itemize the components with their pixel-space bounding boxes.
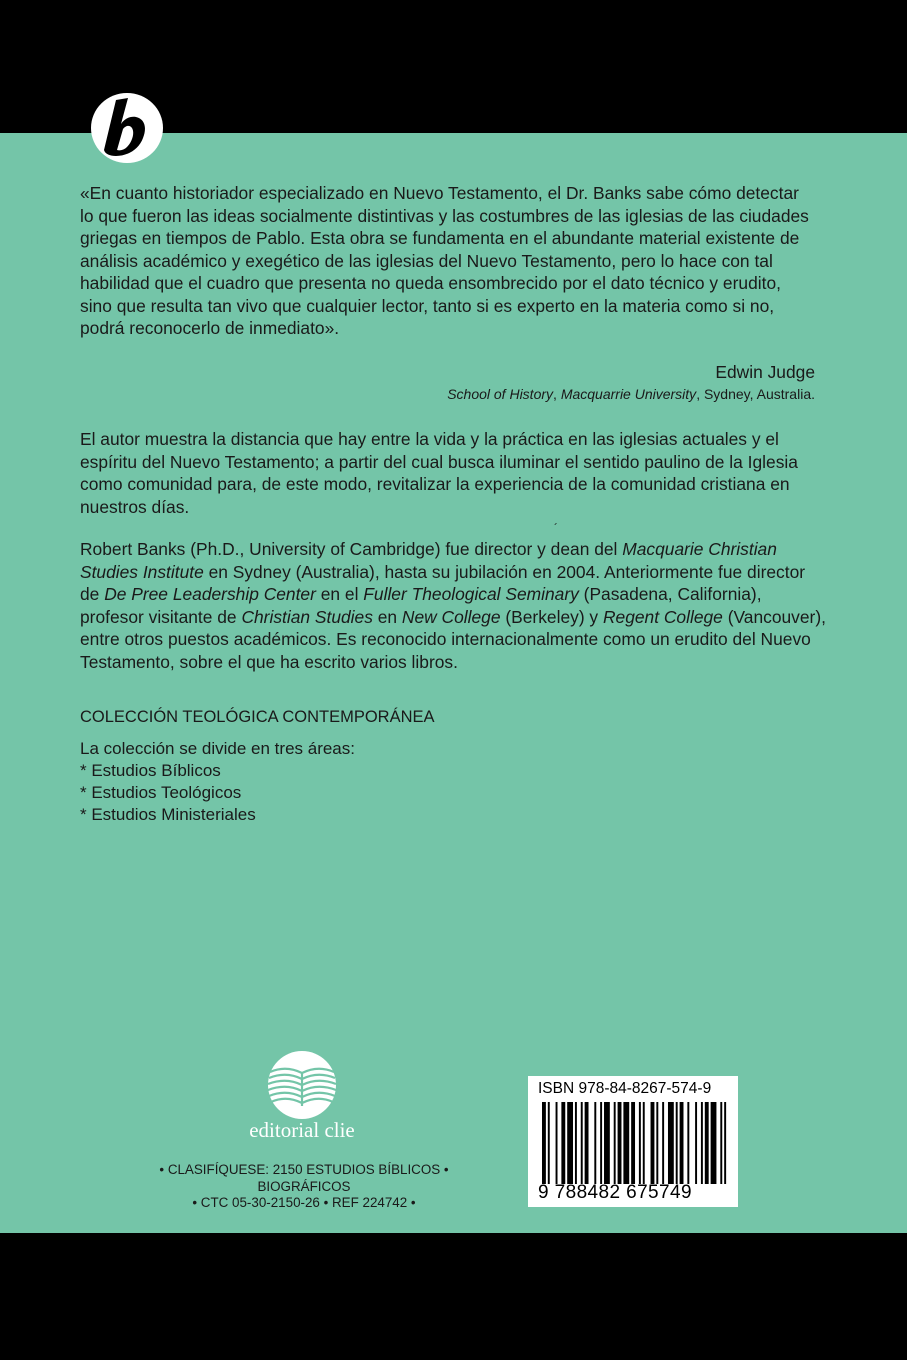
bio-text: en el (315, 584, 364, 604)
affiliation-place: , Sydney, Australia. (696, 386, 815, 402)
summary-line: El autor muestra la distancia que hay entre la vida y la práctica en las iglesias actuales y el (80, 429, 779, 449)
classification-line: • CLASIFÍQUESE: 2150 ESTUDIOS BÍBLICOS • (159, 1162, 449, 1177)
bio-text: profesor visitante de (80, 606, 242, 627)
bio-institution: De Pree Leadership Center (104, 584, 316, 604)
collection-area: * Estudios Teológicos (80, 783, 242, 802)
bio-line (80, 583, 840, 606)
bio-text: (Vancouver), (722, 606, 826, 627)
barcode-icon (542, 1102, 730, 1184)
quote-line: lo que fueron las ideas socialmente distintivas y las costumbres de las iglesias de las ciudades (80, 205, 809, 226)
bio-text: (Pasadena, California), (578, 584, 762, 604)
bio-text: en (372, 606, 402, 627)
barcode-bar (687, 1102, 689, 1184)
stray-accent-mark: ´ (554, 521, 558, 535)
author-bio (80, 538, 840, 673)
barcode-bar (720, 1102, 722, 1184)
barcode-bar (581, 1102, 583, 1184)
publisher-b-logo-icon (90, 92, 164, 164)
bio-institution: Christian Studies (241, 606, 373, 627)
bio-text: (Berkeley) y (500, 606, 603, 627)
collection-area: * Estudios Ministeriales (80, 805, 256, 824)
bio-institution: Studies Institute (80, 561, 204, 582)
barcode-bar (705, 1102, 709, 1184)
collection-intro: La colección se divide en tres áreas: (80, 739, 355, 758)
barcode-bar (604, 1102, 610, 1184)
isbn-label: ISBN 978-84-8267-574-9 (538, 1080, 712, 1097)
barcode-bar (711, 1102, 717, 1184)
barcode-bar (631, 1102, 635, 1184)
bio-line (80, 606, 840, 629)
barcode-bar (542, 1102, 546, 1184)
publisher-name: editorial clie (249, 1118, 355, 1142)
bottom-black-band (0, 1233, 907, 1360)
bio-institution: Macquarie Christian (622, 539, 777, 559)
barcode-bar (643, 1102, 645, 1184)
barcode-bar (623, 1102, 629, 1184)
quote-line: griegas en tiempos de Pablo. Esta obra se fundamenta en el abundante material existente de (80, 228, 800, 248)
barcode-bar (701, 1102, 703, 1184)
affiliation-university: Macquarrie University (560, 386, 697, 402)
barcode-bar (724, 1102, 726, 1184)
bio-institution: Fuller Theological Seminary (363, 584, 579, 604)
barcode-bar (680, 1102, 684, 1184)
barcode-bar (651, 1102, 655, 1184)
bio-institution: New College (401, 606, 501, 627)
collection-area: * Estudios Bíblicos (80, 761, 221, 780)
bio-institution: Regent College (602, 606, 723, 627)
barcode-bar (695, 1102, 697, 1184)
classification-line: BIOGRÁFICOS (257, 1178, 351, 1194)
quote-line: podrá reconocerlo de inmediato». (80, 318, 340, 338)
barcode-bar (676, 1102, 678, 1184)
bio-line: Testamento, sobre el que ha escrito varios libros. (80, 651, 458, 672)
affiliation-school: School of History (447, 386, 554, 402)
quote-author: Edwin Judge (715, 362, 815, 382)
classification-line: • CTC 05-30-2150-26 • REF 224742 • (192, 1195, 416, 1210)
bio-text: Robert Banks (Ph.D., University of Cambridge) fue director y dean del (80, 539, 623, 559)
quote-line: análisis académico y exegético de las iglesias del Nuevo Testamento, pero lo hace con tal (80, 250, 773, 271)
bio-line: entre otros puestos académicos. Es reconocido internacionalmente como un erudito del Nuevo (80, 629, 811, 649)
quote-line: «En cuanto historiador especializado en Nuevo Testamento, el Dr. Banks sabe cómo detectar (80, 183, 799, 203)
isbn-barcode-box (528, 1076, 738, 1207)
barcode-bar (556, 1102, 558, 1184)
bio-text: de (80, 584, 105, 604)
summary-line: nuestros días. (80, 496, 190, 517)
barcode-bar (618, 1102, 622, 1184)
quote-line: habilidad que el cuadro que presenta no queda ensombrecido por el dato técnico y erudito, (80, 273, 781, 293)
barcode-bar (561, 1102, 565, 1184)
barcode-bar (548, 1102, 550, 1184)
summary-line: espíritu del Nuevo Testamento; a partir del cual busca iluminar el sentido paulino de la Iglesia (80, 451, 798, 472)
bio-line (80, 561, 840, 584)
quote-line: sino que resulta tan vivo que cualquier lector, tanto si es experto en la materia como si no, (80, 295, 775, 316)
collection-list (80, 738, 355, 826)
barcode-bar (668, 1102, 674, 1184)
barcode-bar (585, 1102, 589, 1184)
barcode-bar (575, 1102, 577, 1184)
barcode-bar (567, 1102, 573, 1184)
barcode-bar (594, 1102, 596, 1184)
barcode-bar (614, 1102, 616, 1184)
barcode-bar (600, 1102, 602, 1184)
barcode-bar (656, 1102, 658, 1184)
quote-affiliation: School of History, Macquarrie University, Sydney, Australia. (447, 386, 815, 402)
endorsement-quote (80, 182, 840, 340)
isbn-digits: 9 788482 675749 (538, 1182, 692, 1203)
bio-line (80, 538, 840, 561)
classification-info (144, 1162, 464, 1212)
book-summary (80, 428, 840, 518)
collection-title: COLECCIÓN TEOLÓGICA CONTEMPORÁNEA (80, 708, 435, 726)
barcode-bar (662, 1102, 664, 1184)
barcode-bar (639, 1102, 641, 1184)
summary-line: como comunidad para, de este modo, revitalizar la experiencia de la comunidad cristiana en (80, 474, 790, 494)
bio-text: en Sydney (Australia), hasta su jubilación en 2004. Anteriormente fue director (203, 561, 806, 582)
